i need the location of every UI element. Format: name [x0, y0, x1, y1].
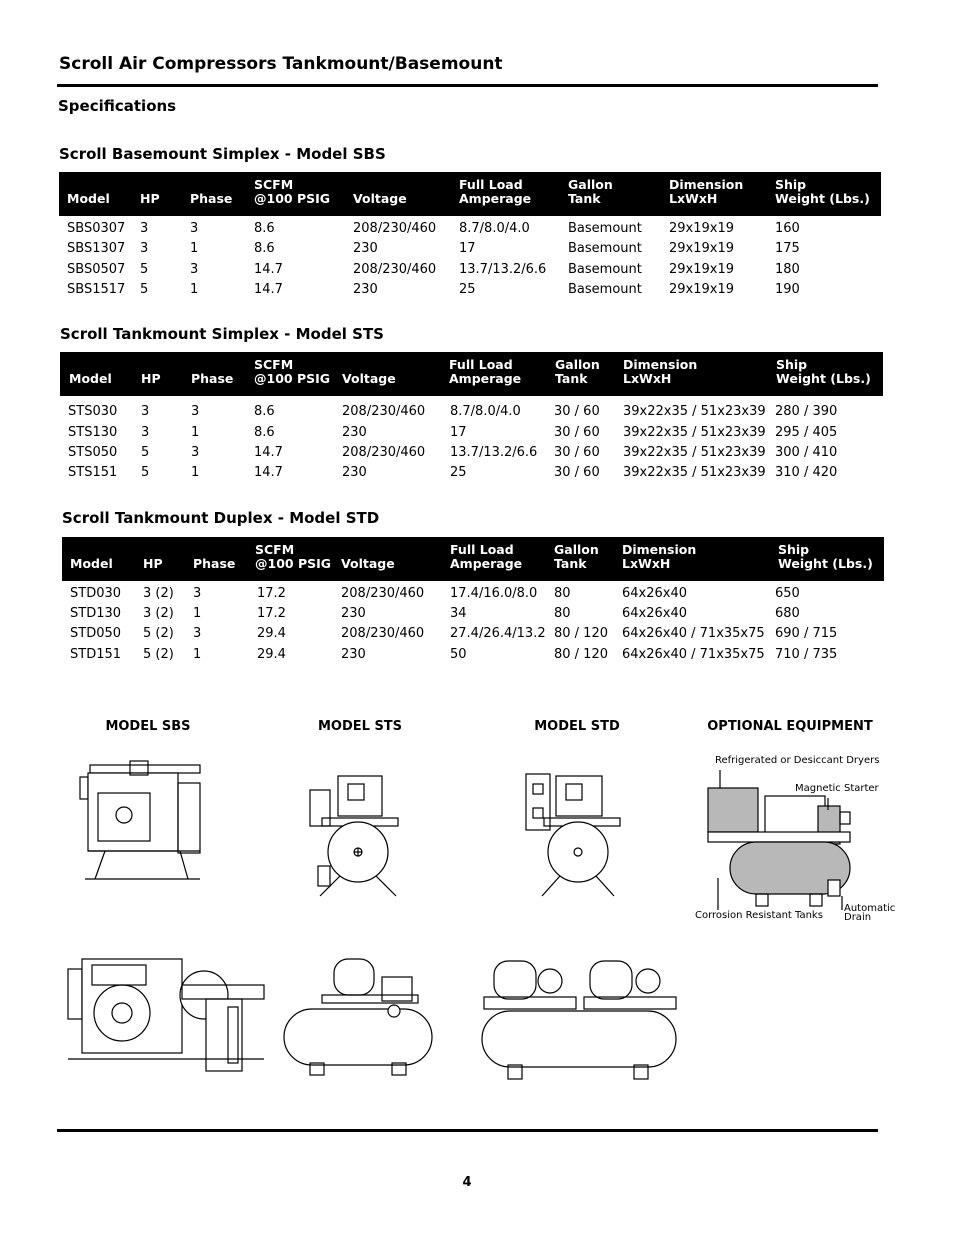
table-row	[62, 625, 884, 645]
cell-dimension: 64x26x40	[622, 586, 688, 601]
cell-amperage: 13.7/13.2/6.6	[450, 445, 538, 460]
col-header-scfm: SCFM	[255, 542, 295, 557]
cell-phase: 3	[190, 262, 199, 277]
cell-voltage: 230	[342, 465, 367, 480]
table-row	[59, 281, 881, 301]
sts-front-drawing	[300, 770, 410, 900]
col-header-dimension: Dimension	[622, 542, 697, 557]
cell-voltage: 230	[341, 647, 366, 662]
col-header-weight: Ship	[776, 357, 808, 372]
cell-dimension: 29x19x19	[669, 282, 735, 297]
page-title: Scroll Air Compressors Tankmount/Basemount	[59, 54, 503, 74]
cell-tank: 30 / 60	[554, 445, 600, 460]
col-header-scfm-2: @100 PSIG	[254, 371, 331, 386]
table-row	[60, 424, 883, 444]
sbs-side-drawing	[64, 955, 274, 1075]
cell-voltage: 230	[342, 425, 367, 440]
cell-model: STD130	[70, 606, 122, 621]
cell-hp: 5 (2)	[143, 626, 174, 641]
cell-model: STD050	[70, 626, 122, 641]
cell-voltage: 208/230/460	[342, 404, 426, 419]
sts-side-drawing	[278, 955, 438, 1080]
cell-scfm: 8.6	[254, 404, 275, 419]
sts-table-title: Scroll Tankmount Simplex - Model STS	[60, 325, 384, 343]
col-header-model: Model	[69, 371, 112, 386]
col-header-tank: Gallon	[568, 177, 613, 192]
cell-model: STS151	[68, 465, 118, 480]
cell-hp: 3	[140, 241, 149, 256]
cell-hp: 5	[141, 465, 150, 480]
cell-voltage: 208/230/460	[353, 262, 437, 277]
col-header-dimension: Dimension	[669, 177, 744, 192]
col-header-hp: HP	[141, 371, 161, 386]
cell-phase: 1	[190, 282, 199, 297]
col-header-dimension-2: LxWxH	[669, 191, 718, 206]
cell-weight: 710 / 735	[775, 647, 838, 662]
header-rule	[57, 84, 878, 87]
table-row	[59, 261, 881, 281]
col-header-tank-2: Tank	[555, 371, 588, 386]
cell-phase: 3	[193, 586, 202, 601]
sbs-table-title: Scroll Basemount Simplex - Model SBS	[59, 145, 386, 163]
col-header-amperage: Full Load	[450, 542, 514, 557]
cell-scfm: 29.4	[257, 626, 286, 641]
specifications-heading: Specifications	[58, 97, 177, 115]
col-header-weight-2: Weight (Lbs.)	[775, 191, 870, 206]
cell-hp: 3 (2)	[143, 586, 174, 601]
cell-hp: 5	[141, 445, 150, 460]
figure-label-std: MODEL STD	[534, 719, 620, 734]
cell-phase: 1	[191, 425, 200, 440]
cell-model: SBS1517	[67, 282, 126, 297]
callout-magnetic-starter: Magnetic Starter	[795, 783, 879, 794]
cell-model: STD030	[70, 586, 122, 601]
cell-phase: 3	[191, 445, 200, 460]
std-table-header	[62, 537, 884, 581]
col-header-tank-2: Tank	[568, 191, 601, 206]
cell-scfm: 14.7	[254, 262, 283, 277]
cell-amperage: 8.7/8.0/4.0	[459, 221, 530, 236]
cell-amperage: 50	[450, 647, 467, 662]
cell-scfm: 14.7	[254, 465, 283, 480]
cell-voltage: 208/230/460	[341, 586, 425, 601]
cell-amperage: 17	[450, 425, 467, 440]
cell-model: STS030	[68, 404, 118, 419]
cell-tank: 30 / 60	[554, 404, 600, 419]
table-row	[60, 464, 883, 484]
col-header-dimension-2: LxWxH	[622, 556, 671, 571]
sbs-front-drawing	[80, 755, 220, 885]
cell-tank: Basemount	[568, 262, 642, 277]
cell-voltage: 208/230/460	[341, 626, 425, 641]
cell-voltage: 230	[341, 606, 366, 621]
cell-hp: 3	[141, 425, 150, 440]
cell-dimension: 29x19x19	[669, 262, 735, 277]
col-header-phase: Phase	[193, 556, 236, 571]
callout-dryers: Refrigerated or Desiccant Dryers	[715, 755, 880, 766]
cell-tank: Basemount	[568, 221, 642, 236]
cell-dimension: 39x22x35 / 51x23x39	[623, 425, 766, 440]
cell-weight: 295 / 405	[775, 425, 838, 440]
cell-scfm: 29.4	[257, 647, 286, 662]
col-header-scfm-2: @100 PSIG	[255, 556, 332, 571]
cell-amperage: 34	[450, 606, 467, 621]
cell-weight: 680	[775, 606, 800, 621]
cell-voltage: 208/230/460	[353, 221, 437, 236]
cell-dimension: 39x22x35 / 51x23x39	[623, 465, 766, 480]
cell-amperage: 13.7/13.2/6.6	[459, 262, 547, 277]
col-header-weight-2: Weight (Lbs.)	[778, 556, 873, 571]
cell-weight: 300 / 410	[775, 445, 838, 460]
cell-voltage: 230	[353, 282, 378, 297]
cell-tank: Basemount	[568, 282, 642, 297]
cell-weight: 310 / 420	[775, 465, 838, 480]
col-header-dimension-2: LxWxH	[623, 371, 672, 386]
col-header-dimension: Dimension	[623, 357, 698, 372]
cell-scfm: 8.6	[254, 425, 275, 440]
std-table-title: Scroll Tankmount Duplex - Model STD	[62, 509, 380, 527]
cell-amperage: 17	[459, 241, 476, 256]
cell-weight: 175	[775, 241, 800, 256]
cell-scfm: 14.7	[254, 445, 283, 460]
std-front-drawing	[520, 770, 630, 900]
cell-model: STD151	[70, 647, 122, 662]
cell-weight: 690 / 715	[775, 626, 838, 641]
cell-tank: 30 / 60	[554, 465, 600, 480]
cell-phase: 1	[190, 241, 199, 256]
col-header-amperage-2: Amperage	[459, 191, 532, 206]
col-header-model: Model	[67, 191, 110, 206]
table-row	[60, 444, 883, 464]
col-header-amperage: Full Load	[449, 357, 513, 372]
cell-scfm: 14.7	[254, 282, 283, 297]
sts-table-header	[60, 352, 883, 396]
cell-dimension: 39x22x35 / 51x23x39	[623, 404, 766, 419]
cell-amperage: 25	[450, 465, 467, 480]
figure-label-sts: MODEL STS	[317, 719, 403, 734]
cell-amperage: 25	[459, 282, 476, 297]
table-row	[62, 585, 884, 605]
cell-scfm: 8.6	[254, 241, 275, 256]
figure-label-optional: OPTIONAL EQUIPMENT	[707, 719, 873, 734]
callout-automatic-drain-1: Automatic	[844, 903, 896, 914]
cell-model: SBS0507	[67, 262, 126, 277]
cell-tank: 80 / 120	[554, 626, 608, 641]
col-header-weight: Ship	[778, 542, 810, 557]
col-header-voltage: Voltage	[341, 556, 395, 571]
std-side-drawing	[478, 955, 678, 1085]
cell-weight: 650	[775, 586, 800, 601]
cell-hp: 3	[141, 404, 150, 419]
sbs-table-header	[59, 172, 881, 216]
table-row	[59, 220, 881, 240]
col-header-voltage: Voltage	[353, 191, 407, 206]
col-header-scfm: SCFM	[254, 357, 294, 372]
cell-voltage: 230	[353, 241, 378, 256]
col-header-hp: HP	[140, 191, 160, 206]
col-header-weight: Ship	[775, 177, 807, 192]
col-header-amperage-2: Amperage	[449, 371, 522, 386]
cell-model: SBS1307	[67, 241, 126, 256]
cell-tank: 30 / 60	[554, 425, 600, 440]
table-row	[62, 646, 884, 666]
cell-hp: 3	[140, 221, 149, 236]
col-header-tank-2: Tank	[554, 556, 587, 571]
cell-amperage: 27.4/26.4/13.2	[450, 626, 546, 641]
col-header-weight-2: Weight (Lbs.)	[776, 371, 871, 386]
cell-phase: 3	[193, 626, 202, 641]
col-header-tank: Gallon	[554, 542, 599, 557]
table-row	[59, 240, 881, 260]
cell-dimension: 64x26x40 / 71x35x75	[622, 626, 765, 641]
col-header-scfm-2: @100 PSIG	[254, 191, 331, 206]
cell-phase: 1	[191, 465, 200, 480]
cell-weight: 160	[775, 221, 800, 236]
cell-hp: 5	[140, 282, 149, 297]
cell-tank: 80	[554, 586, 571, 601]
callout-corrosion-tanks: Corrosion Resistant Tanks	[695, 910, 823, 921]
col-header-voltage: Voltage	[342, 371, 396, 386]
cell-hp: 5	[140, 262, 149, 277]
col-header-amperage: Full Load	[459, 177, 523, 192]
cell-phase: 1	[193, 647, 202, 662]
col-header-phase: Phase	[190, 191, 233, 206]
cell-tank: Basemount	[568, 241, 642, 256]
cell-model: SBS0307	[67, 221, 126, 236]
col-header-tank: Gallon	[555, 357, 600, 372]
cell-phase: 3	[190, 221, 199, 236]
col-header-hp: HP	[143, 556, 163, 571]
cell-weight: 280 / 390	[775, 404, 838, 419]
cell-voltage: 208/230/460	[342, 445, 426, 460]
cell-weight: 180	[775, 262, 800, 277]
cell-phase: 1	[193, 606, 202, 621]
cell-hp: 5 (2)	[143, 647, 174, 662]
table-row	[60, 403, 883, 423]
cell-dimension: 64x26x40 / 71x35x75	[622, 647, 765, 662]
page-number: 4	[462, 1175, 472, 1190]
table-row	[62, 605, 884, 625]
cell-tank: 80	[554, 606, 571, 621]
cell-dimension: 39x22x35 / 51x23x39	[623, 445, 766, 460]
cell-amperage: 8.7/8.0/4.0	[450, 404, 521, 419]
cell-hp: 3 (2)	[143, 606, 174, 621]
cell-model: STS130	[68, 425, 118, 440]
cell-tank: 80 / 120	[554, 647, 608, 662]
cell-amperage: 17.4/16.0/8.0	[450, 586, 538, 601]
col-header-phase: Phase	[191, 371, 234, 386]
cell-dimension: 29x19x19	[669, 241, 735, 256]
cell-scfm: 17.2	[257, 586, 286, 601]
cell-weight: 190	[775, 282, 800, 297]
col-header-model: Model	[70, 556, 113, 571]
cell-dimension: 64x26x40	[622, 606, 688, 621]
cell-dimension: 29x19x19	[669, 221, 735, 236]
footer-rule	[57, 1129, 878, 1132]
col-header-scfm: SCFM	[254, 177, 294, 192]
cell-phase: 3	[191, 404, 200, 419]
cell-scfm: 17.2	[257, 606, 286, 621]
figure-label-sbs: MODEL SBS	[105, 719, 191, 734]
callout-automatic-drain-2: Drain	[844, 912, 872, 923]
cell-scfm: 8.6	[254, 221, 275, 236]
col-header-amperage-2: Amperage	[450, 556, 523, 571]
cell-model: STS050	[68, 445, 118, 460]
